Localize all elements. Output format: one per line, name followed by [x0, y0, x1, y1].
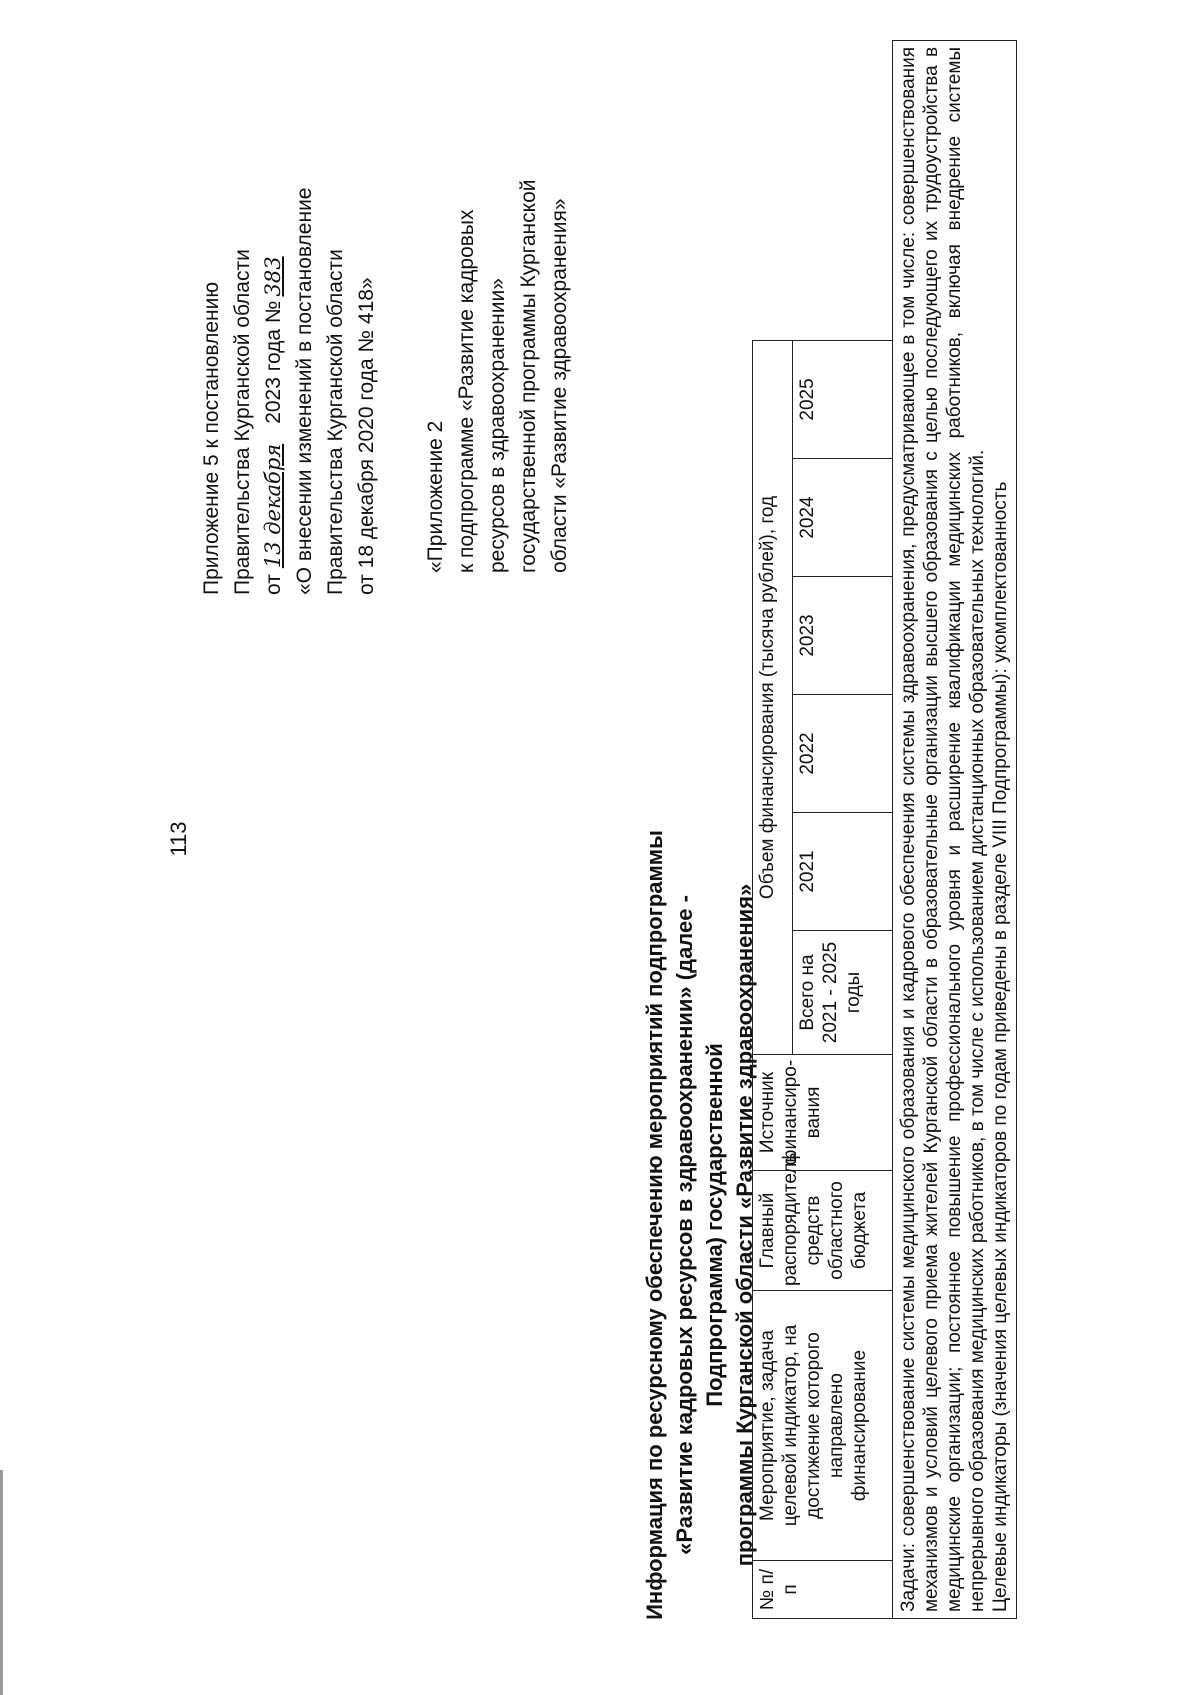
- title-line-3: программы Курганской области «Развитие здравоохранения»: [732, 883, 757, 1567]
- approval-date-suffix: 2023 года №: [262, 300, 285, 424]
- approval-line-4: «О внесении изменений в постановление: [293, 187, 316, 595]
- annex-line-1: «Приложение 2: [424, 420, 447, 573]
- page-number: 113: [166, 821, 191, 857]
- approval-line-1: Приложение 5 к постановлению: [200, 281, 223, 595]
- funding-table: [752, 40, 1017, 1619]
- annex-line-4: государственной программы Курганской: [517, 179, 540, 573]
- header-num: № п/п: [753, 1561, 893, 1619]
- header-year-2023: 2023: [793, 577, 893, 695]
- header-blank: [753, 40, 893, 340]
- handwritten-number: 383: [261, 256, 285, 297]
- header-year-2021: 2021: [793, 813, 893, 931]
- header-year-2025: 2025: [793, 340, 893, 458]
- header-total: Всего на 2021 - 2025 годы: [793, 931, 893, 1055]
- header-year-2024: 2024: [793, 459, 893, 577]
- document-title: [640, 815, 760, 1635]
- annex-line-3: ресурсов в здравоохранении»: [486, 278, 509, 573]
- indicators-text: Целевые индикаторы (значения целевых индикаторов по годам приведены в разделе VIII Подпрограммы): укомплектованность: [990, 481, 1011, 1612]
- approval-date-prefix: от: [262, 574, 285, 595]
- tasks-row: [893, 40, 1017, 1618]
- approval-line-2: Правительства Курганской области: [231, 249, 254, 595]
- approval-line-6: от 18 декабря 2020 года № 418»: [355, 277, 378, 595]
- title-line-2: «Развитие кадровых ресурсов в здравоохранении» (далее - Подпрограмма) государственной: [672, 895, 727, 1555]
- annex-block: [420, 13, 575, 573]
- approval-line-5: Правительства Курганской области: [324, 249, 347, 595]
- header-source: Источник финансиро-вания: [753, 1055, 893, 1171]
- annex-line-2: к подпрограмме «Развитие кадровых: [455, 209, 478, 573]
- approval-block: [196, 35, 382, 595]
- approval-date-line: [258, 35, 289, 595]
- header-manager: Главный распорядитель средств областного бюджета: [753, 1171, 893, 1291]
- header-volume: Объем финансирования (тысяча рублей), год: [753, 340, 793, 1054]
- title-line-1: Информация по ресурсному обеспечению мероприятий подпрограммы: [642, 830, 667, 1620]
- header-year-2022: 2022: [793, 695, 893, 813]
- annex-line-5: области «Развитие здравоохранения»: [548, 198, 571, 573]
- handwritten-date: 13 декабря: [261, 443, 285, 569]
- header-measure: Мероприятие, задача целевой индикатор, на достижение которого направлено финансирование: [753, 1291, 893, 1561]
- tasks-text: Задачи: совершенствование системы медицинского образования и кадрового обеспечения системы здравоохранения, предусматривающее в том числе: совершенствования механизмов и условий целевого приема жителей Курганской области в образовательные организации высшего образования с целью последующего их трудоустройства в медицинские организации; постоянное повышение профессионального уровня и расширение квалификации медицинских работников, включая внедрение системы непрерывного образования медицинских работников, в том числе с использованием дистанционных образовательных технологий.: [898, 46, 988, 1612]
